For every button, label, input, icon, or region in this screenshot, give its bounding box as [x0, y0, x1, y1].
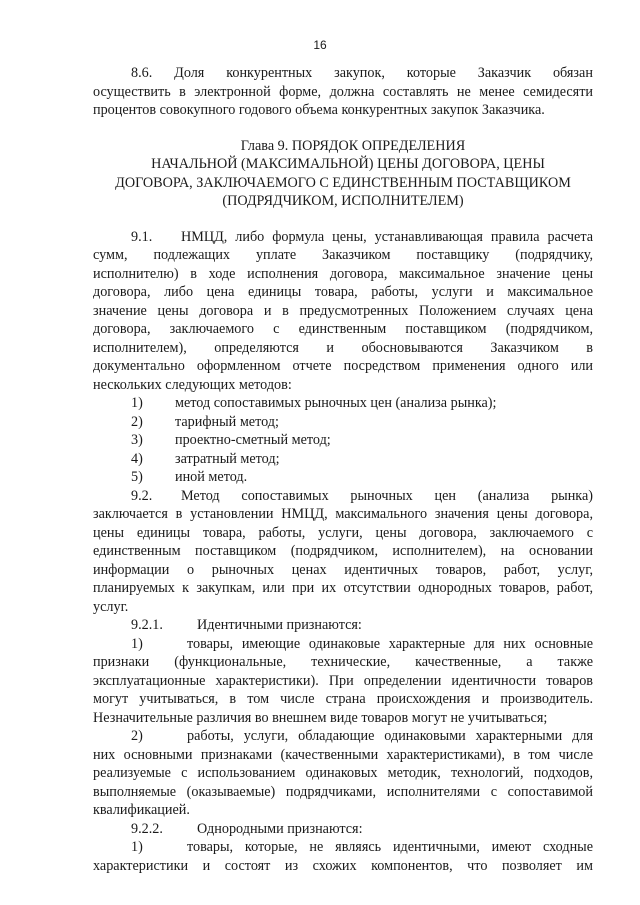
method-item: 4) затратный метод; — [131, 450, 280, 467]
chapter-heading: Глава 9. ПОРЯДОК ОПРЕДЕЛЕНИЯ НАЧАЛЬНОЙ (МАКСИМАЛЬНОЙ) ЦЕНЫ ДОГОВОРА, ЦЕНЫ ДОГОВОРА, ЗАКЛЮЧАЕМОГО С ЕДИНСТВЕННЫМ ПОСТАВЩИКОМ (ПОДРЯДЧИКОМ, ИСПОЛНИТЕЛЕМ) — [115, 137, 571, 209]
method-item: 2) тарифный метод; — [131, 413, 279, 430]
section-9-2-2: 9.2.2. Однородными признаются: 1) товары, которые, не являясь идентичными, имеют сходные характеристики и состоят из схожих компонентов, что позволяет им — [93, 820, 593, 874]
list-item: 2) работы, услуги, обладающие одинаковыми характерными для — [131, 728, 593, 744]
method-item: 3) проектно-сметный метод; — [131, 432, 331, 448]
method-item: 1) метод сопоставимых рыночных цен (анализа рынка); — [131, 395, 497, 411]
section-9-2-1: 9.2.1. Идентичными признаются: 1) товары, имеющие одинаковые характерные для них основные признаки (функциональные, технические, качественные, а также эксплуатационные характеристики). При определении идентичности товаров могут учитываться, в том числе страна происхождения и производитель. Незначительные различия во внешнем виде товаров могут не учитываться; 2) работы, услуги, обладающие одинаковыми характерными для них основными признаками (качественными характеристиками), в том числе реализуемые с использованием одинаковых методик, технологий, подходов, выполняемые (оказываемые) подрядчиками, исполнителями с сопоставимой квалификацией. — [93, 617, 593, 818]
method-item: 5) иной метод. — [131, 469, 248, 485]
section-9-2: 9.2. Метод сопоставимых рыночных цен (анализа рынка) заключается в установлении НМЦД, максимального значения цены договора, цены единицы товара, работы, услуги, цены договора, заключаемого с единственным поставщиком (подрядчиком, исполнителем), на основании информации о рыночных ценах идентичных товаров, работ, услуг, планируемых к закупкам, или при их отсутствии однородных товаров, работ, услуг. — [93, 487, 593, 615]
section-9-1: 9.1. НМЦД, либо формула цены, устанавливающая правила расчета сумм, подлежащих уплате Заказчиком поставщику (подрядчику, исполнителю) в ходе исполнения договора, максимальное значение цены договора, либо цена единицы товара, работы, услуги и максимальное значение цены договора и в предусмотренных Положением случаях цена договора, заключаемого с единственным поставщиком (подрядчиком, исполнителем), определяются и обосновываются Заказчиком в документально оформленном отчете посредством применения одного или нескольких следующих методов: 1) метод сопоставимых рыночных цен (анализа рынка); 2) тарифный метод; 3) проектно-сметный метод; 4) затратный метод; 5) иной метод. — [93, 228, 593, 485]
section-8-6-line-3: процентов совокупного годового объема конкурентных закупок Заказчика. — [93, 102, 545, 118]
page-content — [93, 64, 593, 875]
section-8-6-line-2: осуществить в электронной форме, должна составлять не менее семидесяти — [93, 83, 593, 100]
section-8-6 — [93, 64, 593, 120]
list-item: 1) товары, имеющие одинаковые характерные для них основные — [131, 635, 593, 652]
section-9-1-first-line: 9.1. НМЦД, либо формула цены, устанавливающая правила расчета — [131, 228, 593, 245]
list-item: 1) товары, которые, не являясь идентичными, имеют сходные — [131, 839, 593, 855]
page-number: 16 — [313, 38, 327, 52]
section-8-6-line-1: 8.6. Доля конкурентных закупок, которые Заказчик обязан — [131, 65, 593, 81]
